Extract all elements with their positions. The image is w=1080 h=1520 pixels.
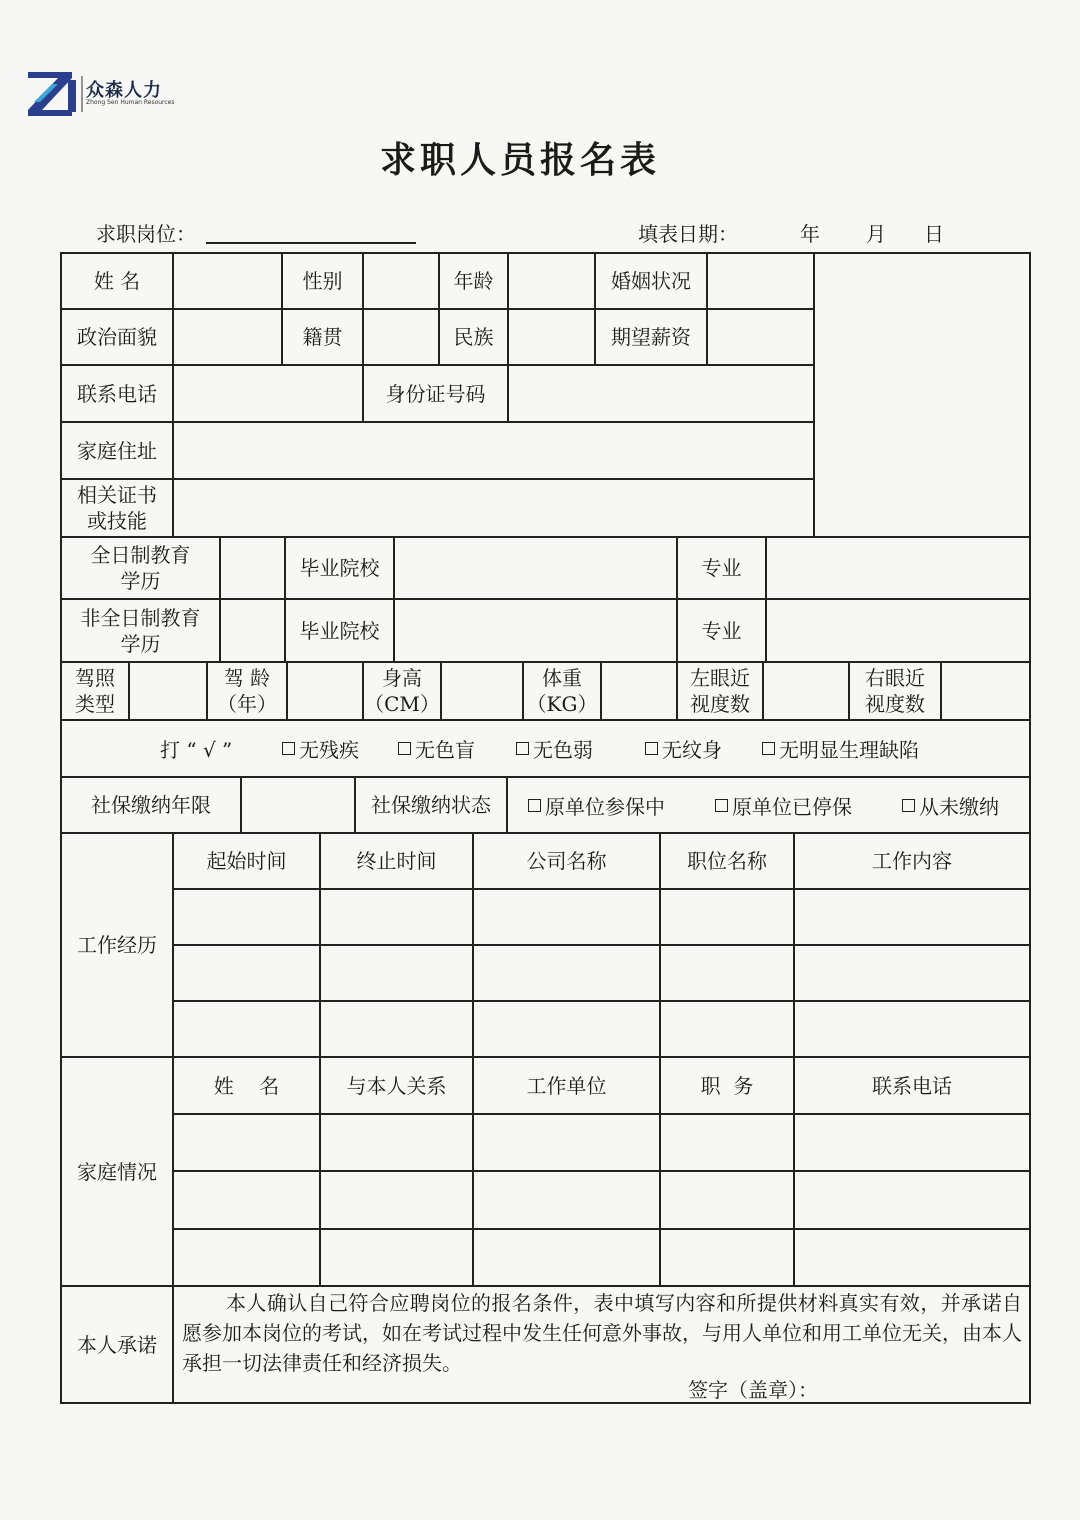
work-header-end: 终止时间	[356, 849, 437, 873]
checkbox-stopped[interactable]: 原单位已停保	[715, 791, 852, 820]
grid-line	[172, 1170, 1031, 1172]
logo-name: 众森人力	[86, 80, 162, 101]
grid-line	[440, 661, 442, 719]
label-salary: 期望薪资	[611, 325, 691, 349]
label-pledge: 本人承诺	[77, 1332, 157, 1357]
label-ethnic: 民族	[453, 325, 494, 349]
grid-line	[762, 661, 764, 719]
label-right-eye: 右眼近 视度数	[865, 666, 925, 716]
grid-line	[128, 661, 130, 719]
input-gender[interactable]	[364, 254, 438, 308]
label-certificates: 相关证书 或技能	[77, 483, 157, 533]
label-gender: 性别	[302, 269, 343, 293]
label-work-experience: 工作经历	[77, 933, 157, 957]
label-license-type: 驾照 类型	[75, 666, 115, 716]
work-header-start: 起始时间	[206, 849, 287, 873]
position-label: 求职岗位：	[96, 222, 196, 246]
label-fulltime-education: 全日制教育 学历	[90, 543, 191, 593]
grid-line	[172, 1228, 1031, 1230]
checkbox-icon	[715, 799, 728, 812]
logo-subtitle: Zhong Sen Human Resources	[86, 99, 175, 106]
label-political: 政治面貌	[77, 325, 157, 349]
label-phone: 联系电话	[77, 381, 157, 406]
grid-line	[765, 536, 767, 661]
label-social-status: 社保缴纳状态	[371, 793, 491, 817]
checkbox-never-paid[interactable]: 从未缴纳	[902, 791, 999, 820]
family-header-relation: 与本人关系	[346, 1073, 447, 1098]
grid-line	[172, 944, 1031, 946]
label-social-years: 社保缴纳年限	[91, 793, 211, 817]
grid-line	[506, 776, 508, 832]
input-marital[interactable]	[708, 254, 813, 308]
page-title: 求职人员报名表	[379, 139, 660, 181]
grid-line	[60, 1285, 1031, 1287]
grid-line	[60, 719, 1031, 721]
input-name[interactable]	[174, 254, 281, 308]
health-prompt: 打 “ √ ”	[160, 738, 233, 762]
checkbox-no-disability[interactable]: 无残疾	[282, 734, 359, 763]
label-address: 家庭住址	[77, 438, 157, 463]
checkbox-no-defect[interactable]: 无明显生理缺陷	[762, 734, 919, 763]
grid-line	[172, 832, 174, 1404]
checkbox-insured[interactable]: 原单位参保中	[528, 791, 665, 820]
grid-line	[240, 776, 242, 832]
label-school-1: 毕业院校	[299, 556, 380, 580]
checkbox-icon	[398, 742, 411, 755]
label-name: 姓 名	[93, 269, 141, 293]
label-family: 家庭情况	[77, 1159, 157, 1184]
checkbox-no-color-blind[interactable]: 无色盲	[398, 734, 475, 763]
label-age: 年龄	[453, 269, 494, 293]
label-parttime-education: 非全日制教育 学历	[80, 605, 201, 656]
checkbox-icon	[902, 799, 915, 812]
grid-line	[393, 536, 395, 661]
label-driving-years: 驾 龄 （年）	[217, 666, 277, 716]
family-header-employer: 工作单位	[526, 1073, 607, 1098]
label-marital: 婚姻状况	[611, 269, 691, 293]
label-native: 籍贯	[302, 325, 343, 349]
family-header-title: 职 务	[700, 1073, 754, 1098]
checkbox-icon	[516, 742, 529, 755]
label-weight: 体重 （KG）	[526, 666, 598, 716]
work-header-content: 工作内容	[872, 849, 952, 873]
checkbox-icon	[645, 742, 658, 755]
work-header-company: 公司名称	[526, 849, 607, 873]
pledge-text: 本人确认自己符合应聘岗位的报名条件，表中填写内容和所提供材料真实有效，并承诺自愿参加本岗位的考试，如在考试过程中发生任何意外事故，与用人单位和用工单位无关，由本人承担一切法律责任和经济损失。	[182, 1291, 1022, 1375]
grid-line	[219, 536, 221, 661]
family-header-name: 姓 名	[213, 1073, 280, 1098]
label-left-eye: 左眼近 视度数	[690, 666, 750, 716]
label-major-1: 专业	[701, 556, 742, 580]
date-day: 日	[924, 222, 944, 246]
input-age[interactable]	[509, 254, 594, 308]
signature-label: 签字（盖章）：	[688, 1378, 818, 1402]
checkbox-icon	[282, 742, 295, 755]
grid-line	[172, 1000, 1031, 1002]
date-month: 月	[866, 222, 886, 246]
checkbox-no-tattoo[interactable]: 无纹身	[645, 734, 722, 763]
grid-line	[172, 888, 1031, 890]
checkbox-icon	[762, 742, 775, 755]
date-label: 填表日期：	[638, 222, 738, 246]
position-input-line[interactable]	[206, 242, 416, 244]
date-year: 年	[800, 222, 820, 246]
grid-line	[600, 661, 602, 719]
label-id-number: 身份证号码	[385, 381, 486, 406]
checkbox-icon	[528, 799, 541, 812]
label-height: 身高 （CM）	[364, 666, 440, 716]
checkbox-no-color-weak[interactable]: 无色弱	[516, 734, 593, 763]
family-header-phone: 联系电话	[872, 1073, 952, 1098]
label-school-2: 毕业院校	[299, 618, 380, 643]
grid-line	[940, 661, 942, 719]
photo-area[interactable]	[815, 254, 1029, 536]
work-header-position: 职位名称	[687, 849, 767, 873]
label-major-2: 专业	[701, 618, 742, 643]
grid-line	[286, 661, 288, 719]
grid-line	[172, 1113, 1031, 1115]
